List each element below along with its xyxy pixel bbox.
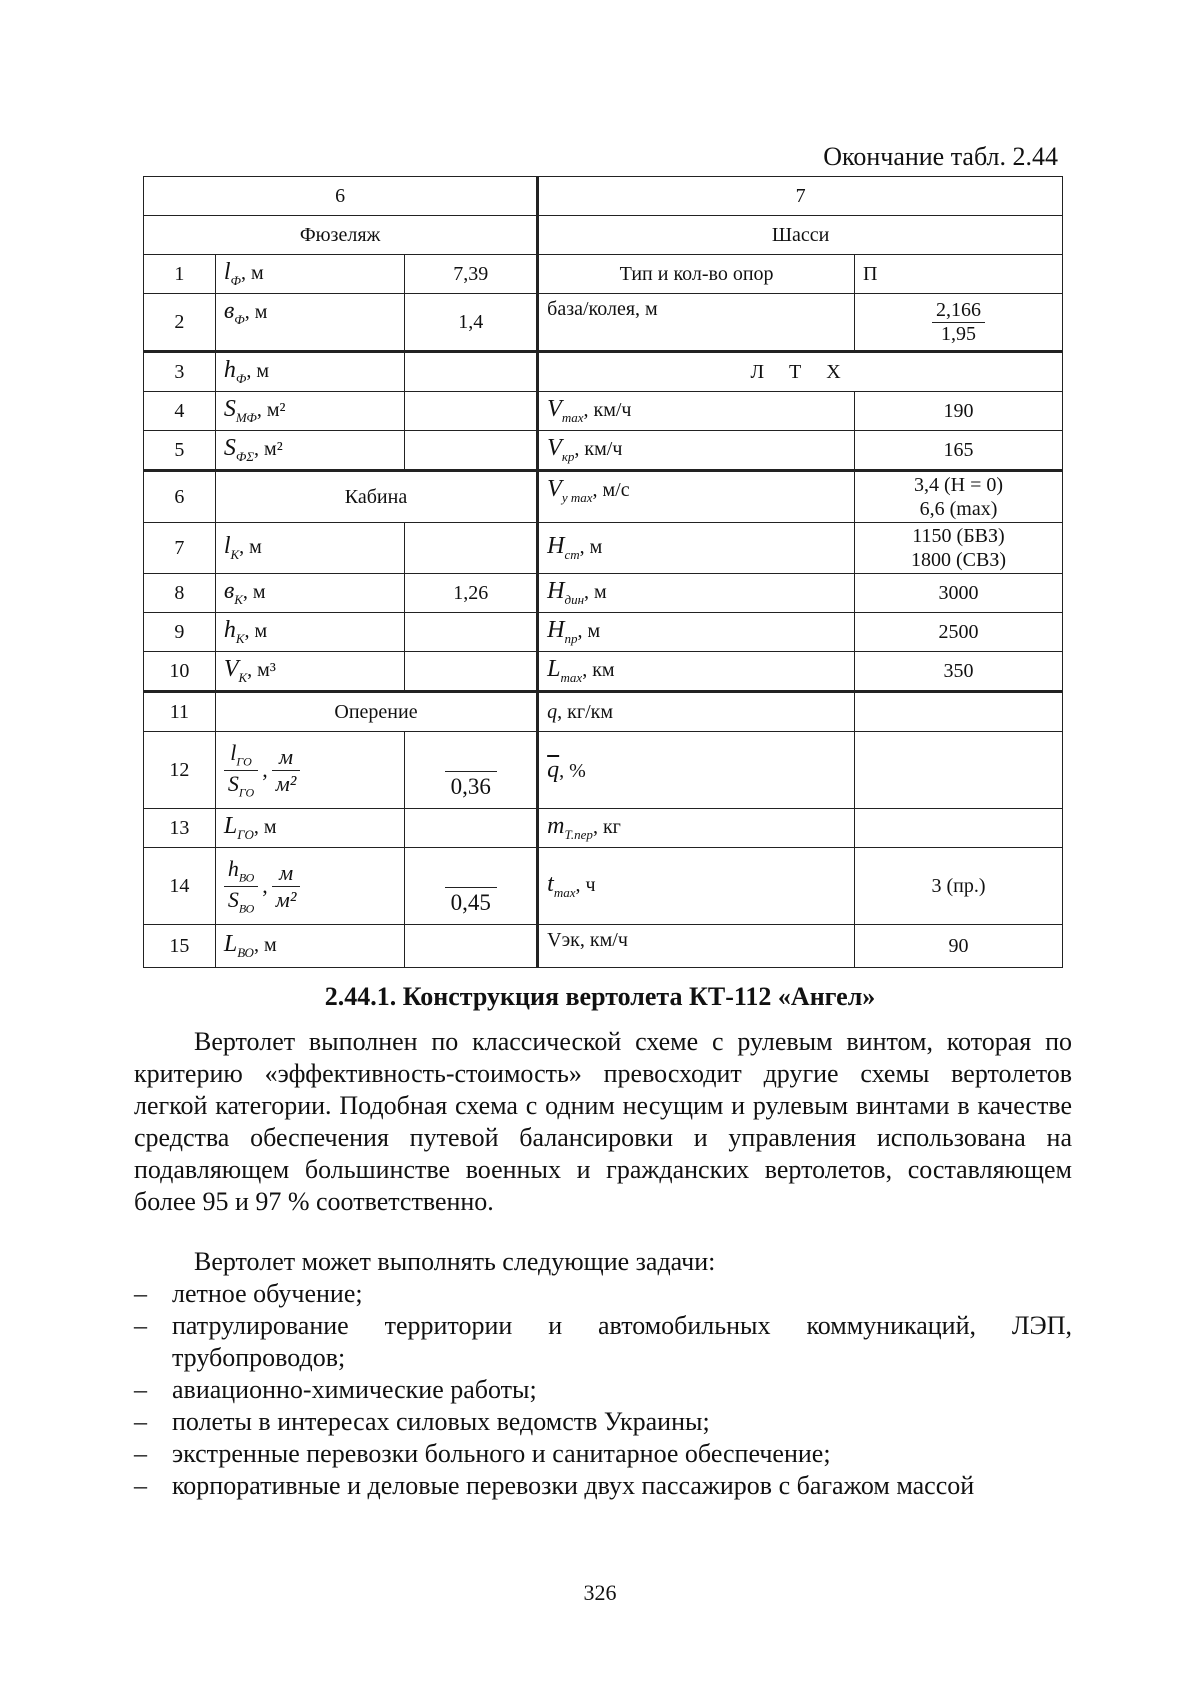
row-number: 7 — [144, 523, 216, 574]
param-cell: база/колея, м — [538, 294, 855, 352]
param-cell: $L_{ГО}$, м — [215, 809, 404, 848]
param-cell: $L_{max}$, км — [538, 652, 855, 692]
table-row — [144, 848, 1063, 925]
table-row — [144, 255, 1063, 294]
param-cell: $S_{МФ}$, м² — [215, 392, 404, 431]
table-row — [144, 294, 1063, 352]
param-cell: $H_{ст}$, м — [538, 523, 855, 574]
param-cell: Тип и кол-во опор — [538, 255, 855, 294]
value-cell — [405, 925, 538, 968]
value-cell: 1,26 — [405, 574, 538, 613]
table-row — [144, 925, 1063, 968]
value-cell — [855, 732, 1063, 809]
value-cell: П — [855, 255, 1063, 294]
body-paragraph: Вертолет может выполнять следующие задачи: — [194, 1247, 716, 1276]
value-cell: 0,45 — [405, 848, 538, 925]
column-number-left: 6 — [144, 177, 538, 216]
value-cell — [405, 431, 538, 471]
param-cell: Vэк, км/ч — [538, 925, 855, 968]
param-cell: $L_{ВО}$, м — [215, 925, 404, 968]
table-row — [144, 523, 1063, 574]
value-cell — [405, 809, 538, 848]
table-row — [144, 652, 1063, 692]
table-row — [144, 613, 1063, 652]
row-number: 2 — [144, 294, 216, 352]
row-number: 15 — [144, 925, 216, 968]
list-item: – корпоративные и деловые перевозки двух пассажиров с багажом массой — [134, 1471, 975, 1500]
table-row — [144, 809, 1063, 848]
value-cell: 1,4 — [405, 294, 538, 352]
value-cell — [855, 809, 1063, 848]
section-heading: 2.44.1. Конструкция вертолета КТ-112 «Ангел» — [324, 982, 876, 1011]
section-chassis: Шасси — [538, 216, 1063, 255]
row-number: 3 — [144, 352, 216, 392]
section-ltkh: Л Т Х — [538, 352, 1063, 392]
value-cell: 350 — [855, 652, 1063, 692]
table-row — [144, 392, 1063, 431]
value-cell: 3000 — [855, 574, 1063, 613]
param-cell: $\frac{l_{ГО}}{S_{ГО}}$ , $\frac{м}{\text{м²}}$ — [215, 732, 404, 809]
list-item: – патрулирование территории и автомобильных коммуникаций, ЛЭП, трубопроводов; — [134, 1311, 1072, 1372]
param-cell: $m_{Т.пер}$, кг — [538, 809, 855, 848]
value-cell — [405, 652, 538, 692]
param-cell: $V_{y max}$, м/с — [538, 471, 855, 523]
table-row — [144, 692, 1063, 732]
column-number-right: 7 — [538, 177, 1063, 216]
param-cell: $\overline{q}$, % — [538, 732, 855, 809]
value-cell — [405, 523, 538, 574]
value-cell — [405, 392, 538, 431]
section-fuselage: Фюзеляж — [144, 216, 538, 255]
value-cell: 3 (пр.) — [855, 848, 1063, 925]
section-empennage: Оперение — [215, 692, 537, 732]
param-cell: $t_{max}$, ч — [538, 848, 855, 925]
row-number: 5 — [144, 431, 216, 471]
value-cell — [405, 613, 538, 652]
param-cell: $h_Ф$, м — [215, 352, 404, 392]
table-row — [144, 177, 1063, 216]
table-row — [144, 574, 1063, 613]
value-cell: 90 — [855, 925, 1063, 968]
table-row — [144, 216, 1063, 255]
section-cabin: Кабина — [215, 471, 537, 523]
param-cell: q, кг/км — [538, 692, 855, 732]
param-cell: $S_{Ф\Sigma}$, м² — [215, 431, 404, 471]
param-cell: $\frac{h_{ВО}}{S_{ВО}}$ , $\frac{м}{\text{м²}}$ — [215, 848, 404, 925]
param-cell: $l_Ф$, м — [215, 255, 404, 294]
row-number: 4 — [144, 392, 216, 431]
task-list — [134, 1278, 1072, 1502]
row-number: 9 — [144, 613, 216, 652]
specs-table — [143, 176, 1063, 968]
row-number: 8 — [144, 574, 216, 613]
body-paragraph: Вертолет выполнен по классической схеме с рулевым винтом, которая по критерию «эффективность-стоимость» превосходит другие схемы вертолетов легкой категории. Подобная схема с одним несущим и рулевым винтами в качестве средства обеспечения путевой балансировки и управления использована на подавляющем большинстве военных и гражданских вертолетов, составляющем более 95 и 97 % соответственно. — [134, 1027, 1072, 1216]
list-item: – экстренные перевозки больного и санитарное обеспечение; — [134, 1439, 831, 1468]
value-cell: 0,36 — [405, 732, 538, 809]
value-cell: 3,4 (H = 0) 6,6 (max) — [855, 471, 1063, 523]
page-number: 326 — [583, 1580, 617, 1605]
param-cell: $H_{дин}$, м — [538, 574, 855, 613]
value-cell: 1150 (БВЗ) 1800 (СВЗ) — [855, 523, 1063, 574]
row-number: 13 — [144, 809, 216, 848]
value-cell — [405, 352, 538, 392]
table-row — [144, 431, 1063, 471]
param-cell: $V_К$, м³ — [215, 652, 404, 692]
value-cell: 190 — [855, 392, 1063, 431]
value-cell: $\frac{2,166}{1,95}$ — [855, 294, 1063, 352]
param-cell: $V_{кр}$, км/ч — [538, 431, 855, 471]
list-item: – полеты в интересах силовых ведомств Украины; — [134, 1407, 710, 1436]
value-cell: 165 — [855, 431, 1063, 471]
table-row — [144, 471, 1063, 523]
row-number: 11 — [144, 692, 216, 732]
table-row — [144, 352, 1063, 392]
row-number: 6 — [144, 471, 216, 523]
value-cell: 7,39 — [405, 255, 538, 294]
list-item: – авиационно-химические работы; — [134, 1375, 537, 1404]
row-number: 1 — [144, 255, 216, 294]
value-cell — [855, 692, 1063, 732]
param-cell: $V_{max}$, км/ч — [538, 392, 855, 431]
param-cell: $в_К$, м — [215, 574, 404, 613]
param-cell: $H_{пр}$, м — [538, 613, 855, 652]
row-number: 14 — [144, 848, 216, 925]
param-cell: $l_К$, м — [215, 523, 404, 574]
param-cell: $в_Ф$, м — [215, 294, 404, 352]
table-row — [144, 732, 1063, 809]
row-number: 10 — [144, 652, 216, 692]
table-caption: Окончание табл. 2.44 — [823, 142, 1058, 171]
value-cell: 2500 — [855, 613, 1063, 652]
row-number: 12 — [144, 732, 216, 809]
list-item: – летное обучение; — [134, 1279, 363, 1308]
param-cell: $h_К$, м — [215, 613, 404, 652]
